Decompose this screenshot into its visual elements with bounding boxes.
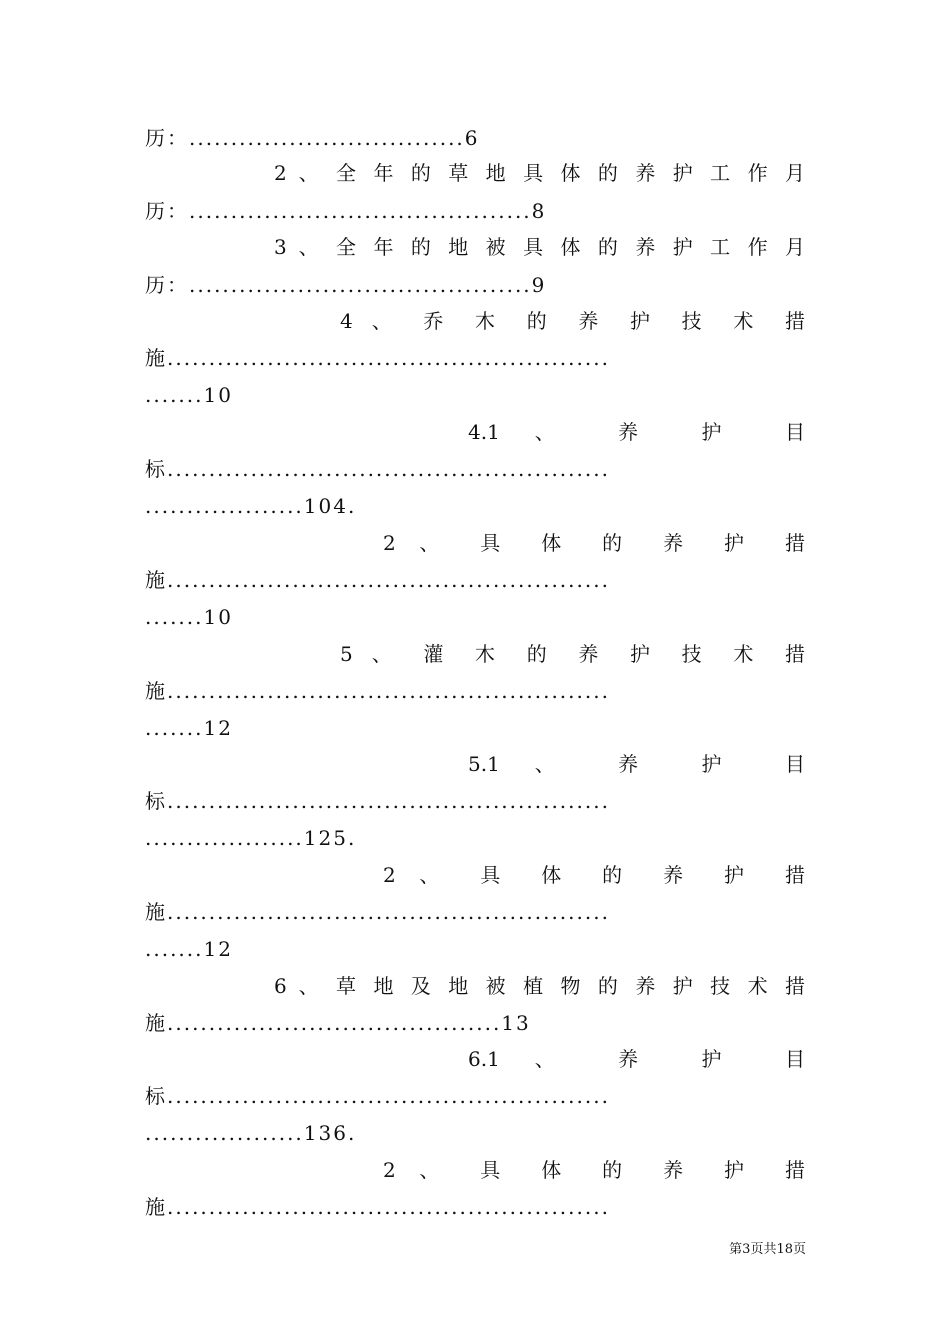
toc-line: 施........................................13 bbox=[145, 1011, 531, 1035]
toc-line: .......12 bbox=[145, 937, 233, 961]
toc-entry-title: 2 、 全 年 的 草 地 具 体 的 养 护 工 作 月 bbox=[274, 161, 805, 185]
toc-entry-title: 3 、 全 年 的 地 被 具 体 的 养 护 工 作 月 bbox=[274, 235, 805, 259]
toc-line: .......10 bbox=[145, 605, 233, 629]
toc-line: 历：.........................................9 bbox=[145, 273, 547, 297]
toc-line: 施..................................................... bbox=[145, 679, 610, 703]
toc-line: 施..................................................... bbox=[145, 1195, 610, 1219]
toc-entry-title: 4 、 乔 木 的 养 护 技 术 措 bbox=[340, 309, 805, 333]
toc-entry-title: 6 、 草 地 及 地 被 植 物 的 养 护 技 术 措 bbox=[274, 974, 805, 998]
toc-line: 标..................................................... bbox=[145, 789, 610, 813]
toc-line: 历：.................................6 bbox=[145, 126, 480, 150]
toc-line: 标..................................................... bbox=[145, 457, 610, 481]
toc-entry-title: 5 、 灌 木 的 养 护 技 术 措 bbox=[340, 642, 805, 666]
toc-line: ...................136. bbox=[145, 1121, 357, 1145]
page-number-footer: 第3页共18页 bbox=[729, 1242, 806, 1257]
toc-line: 施..................................................... bbox=[145, 346, 610, 370]
toc-line: 施..................................................... bbox=[145, 900, 610, 924]
toc-entry-title: 2 、 具 体 的 养 护 措 bbox=[383, 1158, 805, 1182]
toc-entry-title: 4.1 、 养 护 目 bbox=[468, 420, 805, 444]
toc-line: ...................104. bbox=[145, 494, 357, 518]
toc-entry-title: 2 、 具 体 的 养 护 措 bbox=[383, 863, 805, 887]
toc-line: .......10 bbox=[145, 383, 233, 407]
toc-line: ...................125. bbox=[145, 826, 357, 850]
toc-entry-title: 6.1 、 养 护 目 bbox=[468, 1047, 805, 1071]
toc-line: .......12 bbox=[145, 716, 233, 740]
toc-entry-title: 5.1 、 养 护 目 bbox=[468, 752, 805, 776]
toc-line: 历：.........................................8 bbox=[145, 199, 547, 223]
toc-line: 标..................................................... bbox=[145, 1084, 610, 1108]
toc-entry-title: 2 、 具 体 的 养 护 措 bbox=[383, 531, 805, 555]
toc-line: 施..................................................... bbox=[145, 568, 610, 592]
